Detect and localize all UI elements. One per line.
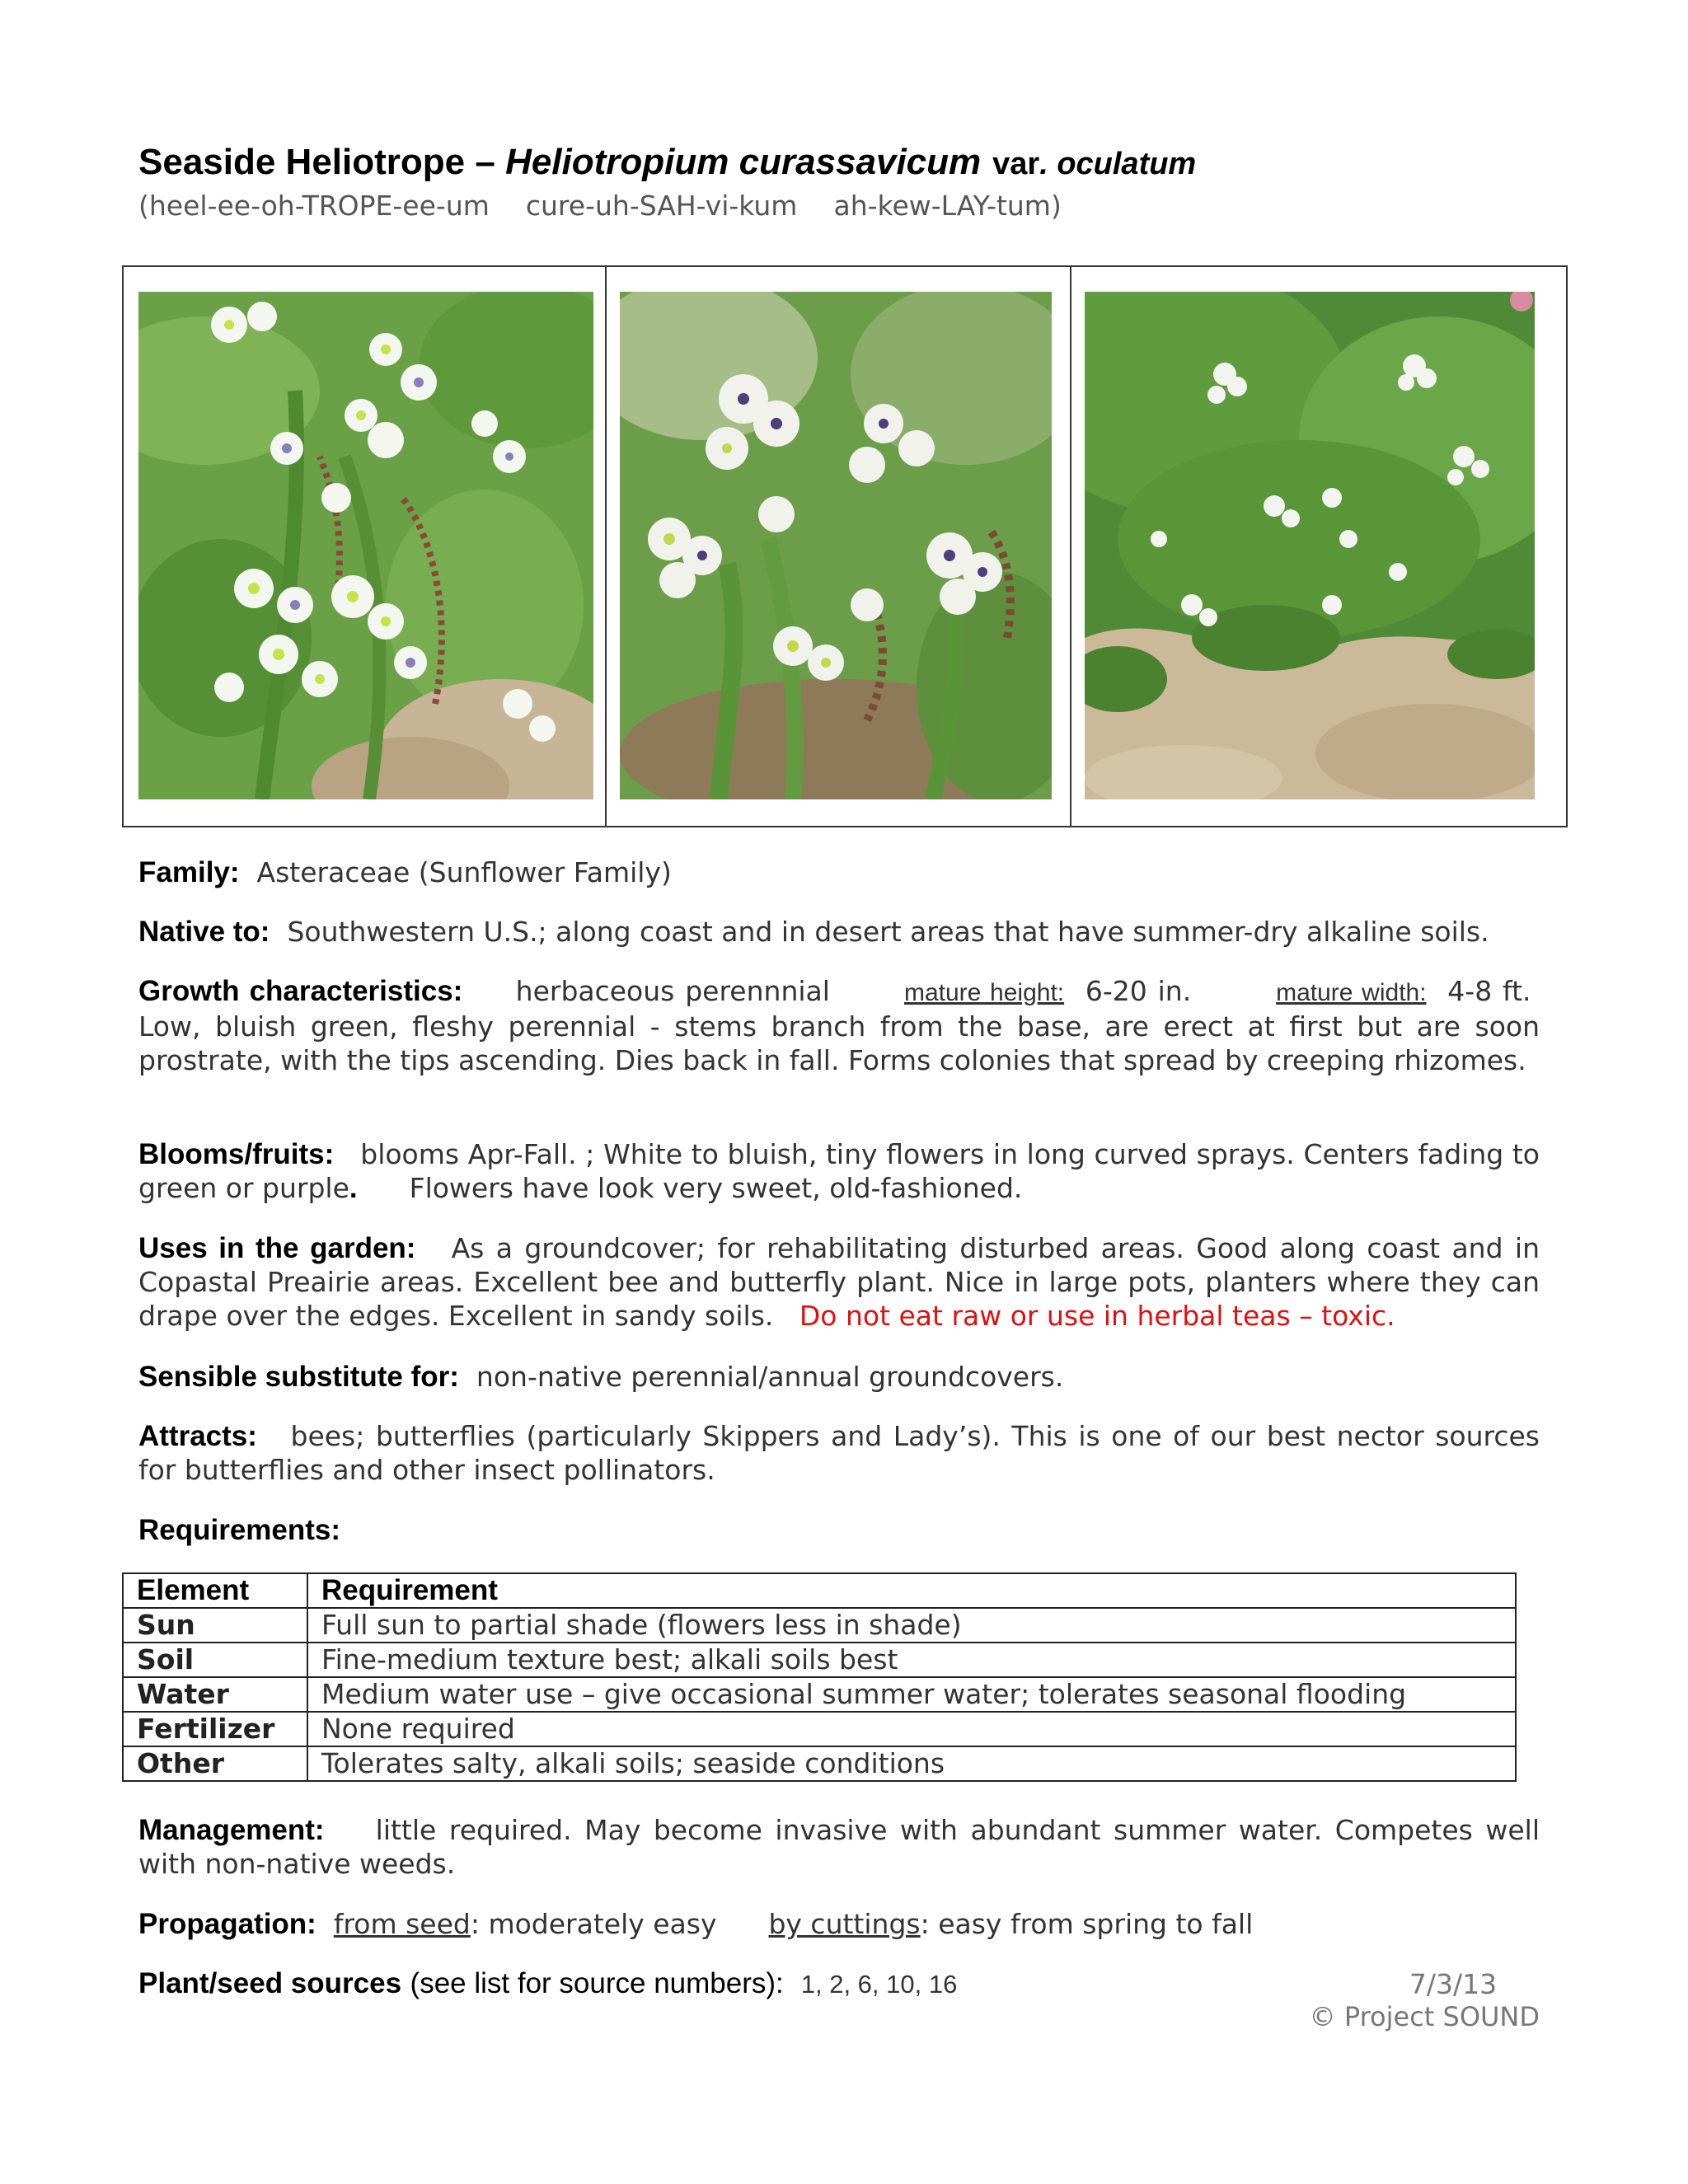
element-cell: Water — [123, 1677, 307, 1712]
attracts-section — [138, 1419, 1540, 1487]
family-label: Family: — [138, 856, 240, 888]
substitute-text: non-native perennial/annual groundcovers. — [476, 1361, 1064, 1393]
management-section — [138, 1813, 1540, 1881]
blooms-period: . — [349, 1172, 358, 1204]
growth-type: herbaceous perennnial — [515, 975, 830, 1007]
native-section — [138, 915, 1540, 949]
from-seed-text: : moderately easy — [470, 1908, 717, 1940]
requirement-cell: Fine-medium texture best; alkali soils best — [307, 1643, 1516, 1677]
uses-text: As a groundcover; for rehabilitating disturbed areas. Good along coast and in Copastal Preairie areas. Excellent bee and butterfly plant. Nice in large pots, planters where they can drape over the edges. Excellent in sandy soils. — [138, 1232, 1540, 1332]
mature-width-label: mature width: — [1276, 979, 1427, 1006]
revision-date: 7/3/13 — [1409, 1968, 1498, 2000]
attracts-text: bees; butterflies (particularly Skippers and Lady’s). This is one of our best nector sources for butterflies and other insect pollinators. — [138, 1420, 1540, 1486]
table-row — [123, 1643, 1516, 1677]
table-row — [123, 1746, 1516, 1781]
header-element: Element — [123, 1573, 307, 1608]
element-cell: Sun — [123, 1608, 307, 1643]
photo-flower-closeup — [138, 292, 593, 799]
management-label: Management: — [138, 1814, 325, 1846]
photo-divider — [605, 267, 607, 826]
substitute-section — [138, 1360, 1540, 1394]
variety-label: var — [992, 147, 1040, 181]
photo-flower-sprays — [620, 292, 1052, 799]
requirements-heading — [138, 1513, 1540, 1547]
blooms-text-a: blooms Apr-Fall. ; White to bluish, tiny flowers in long curved sprays. Centers fading to green or purple — [138, 1138, 1540, 1204]
native-label: Native to: — [138, 916, 270, 948]
uses-label: Uses in the garden: — [138, 1232, 416, 1264]
mature-height-label: mature height: — [903, 979, 1065, 1006]
pronunciation-variety: ah-kew-LAY-tum) — [833, 190, 1062, 222]
pronunciation-species: cure-uh-SAH-vi-kum — [525, 190, 798, 222]
variety-name: . oculatum — [1039, 147, 1197, 181]
propagation-label: Propagation: — [138, 1908, 316, 1940]
pronunciation-genus: (heel-ee-oh-TROPE-ee-um — [138, 190, 490, 222]
blooms-section — [138, 1137, 1540, 1205]
native-text: Southwestern U.S.; along coast and in desert areas that have summer-dry alkaline soils. — [287, 916, 1489, 948]
substitute-label: Sensible substitute for: — [138, 1361, 459, 1393]
growth-text: Low, bluish green, fleshy perennial - stems branch from the base, are erect at first but are soon prostrate, with the tips ascending. Dies back in fall. Forms colonies that spread by creeping rhizomes. — [138, 1010, 1540, 1076]
requirement-cell: Full sun to partial shade (flowers less in shade) — [307, 1608, 1516, 1643]
requirements-table — [122, 1572, 1517, 1782]
sources-label: Plant/seed sources — [138, 1967, 402, 1999]
scientific-name: Heliotropium curassavicum — [505, 142, 982, 182]
by-cuttings-label: by cuttings — [768, 1908, 921, 1940]
family-text: Asteraceae (Sunflower Family) — [256, 856, 672, 888]
table-row — [123, 1677, 1516, 1712]
sources-numbers: 1, 2, 6, 10, 16 — [800, 1970, 958, 1999]
sources-note: (see list for source numbers): — [410, 1967, 784, 1999]
management-text: little required. May become invasive with abundant summer water. Competes well with non-native weeds. — [138, 1814, 1540, 1880]
copyright: © Project SOUND — [1309, 2001, 1540, 2032]
common-name: Seaside Heliotrope — [138, 142, 466, 182]
requirement-cell: None required — [307, 1712, 1516, 1746]
by-cuttings-text: : easy from spring to fall — [920, 1908, 1254, 1940]
family-section — [138, 855, 1540, 889]
element-cell: Other — [123, 1746, 307, 1781]
header-requirement: Requirement — [307, 1573, 1516, 1608]
toxicity-warning: Do not eat raw or use in herbal teas – toxic. — [799, 1300, 1395, 1332]
element-cell: Fertilizer — [123, 1712, 307, 1746]
attracts-label: Attracts: — [138, 1420, 257, 1452]
mature-height-value: 6-20 in. — [1085, 975, 1192, 1007]
title-dash: – — [465, 142, 506, 182]
table-row — [123, 1712, 1516, 1746]
growth-label: Growth characteristics: — [138, 975, 463, 1007]
uses-section — [138, 1231, 1540, 1333]
element-cell: Soil — [123, 1643, 307, 1677]
blooms-text-b: Flowers have look very sweet, old-fashioned. — [409, 1172, 1023, 1204]
photo-divider — [1070, 267, 1071, 826]
page-title — [138, 142, 1196, 183]
table-header-row — [123, 1573, 1516, 1608]
pronunciation — [138, 190, 1098, 222]
table-row — [123, 1608, 1516, 1643]
blooms-label: Blooms/fruits: — [138, 1138, 335, 1170]
sources-section — [138, 1966, 1540, 2001]
growth-section — [138, 974, 1540, 1077]
requirements-label: Requirements: — [138, 1514, 341, 1546]
from-seed-label: from seed — [333, 1908, 471, 1940]
photo-groundcover — [1085, 292, 1535, 799]
propagation-section — [138, 1907, 1540, 1941]
requirement-cell: Medium water use – give occasional summer water; tolerates seasonal flooding — [307, 1677, 1516, 1712]
photo-strip — [122, 265, 1568, 827]
mature-width-value: 4-8 ft. — [1447, 975, 1531, 1007]
requirement-cell: Tolerates salty, alkali soils; seaside conditions — [307, 1746, 1516, 1781]
